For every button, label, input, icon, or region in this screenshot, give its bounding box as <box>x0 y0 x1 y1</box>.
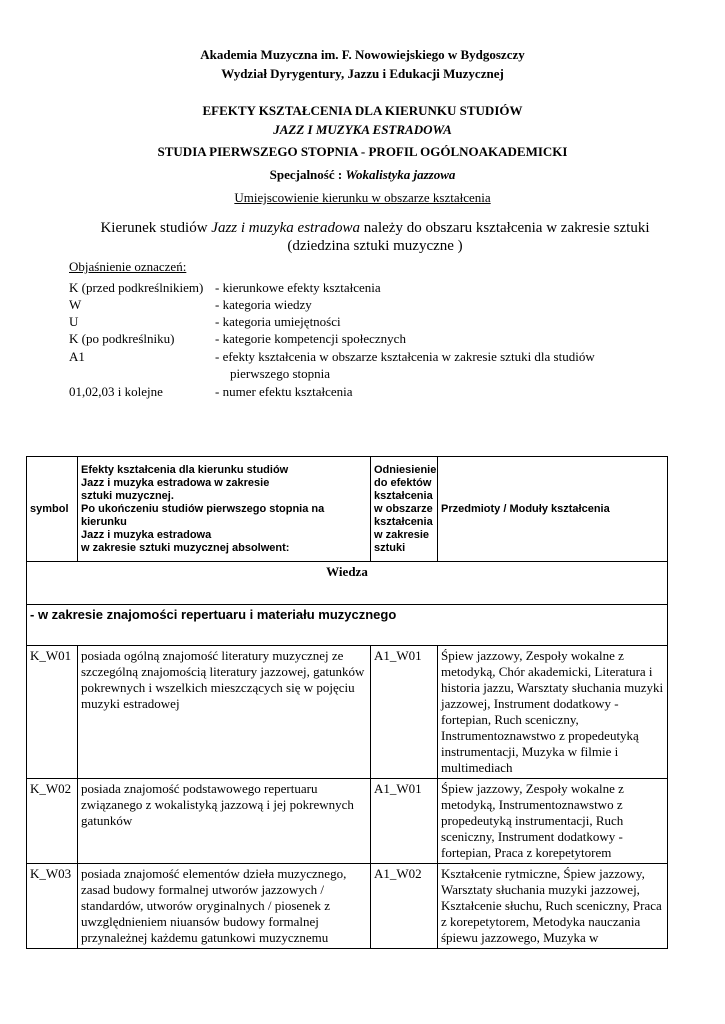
section-row <box>27 562 668 605</box>
table-header-row <box>27 457 668 562</box>
legend-value: - kategorie kompetencji społecznych <box>215 331 406 346</box>
row-effect: posiada znajomość podstawowego repertuaru związanego z wokalistyką jazzową i jej pokrewnych gatunków <box>78 779 371 864</box>
row-effect: posiada ogólną znajomość literatury muzycznej ze szczególną znajomością literatury jazzowej, gatunków pokrewnych i wszelkich mieszczących się w pojęciu muzyki estradowej <box>78 646 371 779</box>
specialty-value: Wokalistyka jazzowa <box>345 167 456 182</box>
study-level: STUDIA PIERWSZEGO STOPNIA - PROFIL OGÓLNOAKADEMICKI <box>157 144 568 159</box>
intro-text-1: Kierunek studiów <box>100 220 212 236</box>
legend-value: - kierunkowe efekty kształcenia <box>215 280 381 295</box>
learning-outcomes-table <box>26 456 668 949</box>
table-row <box>27 646 668 779</box>
legend-key: K (po podkreślniku) <box>69 331 175 346</box>
row-symbol: K_W03 <box>27 864 78 949</box>
specialty-label: Specjalność : <box>269 167 346 182</box>
header-effects-line: Jazz i muzyka estradowa <box>81 528 212 541</box>
faculty-name: Wydział Dyrygentury, Jazzu i Edukacji Muzycznej <box>221 66 504 81</box>
row-effect: posiada znajomość elementów dzieła muzycznego, zasad budowy formalnej utworów jazzowych / standardów, utworów oryginalnych / piosenek z uwzględnieniem niuansów budowy formalnej przynależnej każdemu gatunkowi muzycznemu <box>78 864 371 949</box>
placement-heading: Umiejscowienie kierunku w obszarze kształcenia <box>234 190 491 205</box>
intro-text-2: należy do obszaru kształcenia w zakresie sztuki <box>360 220 650 236</box>
header-reference-line: sztuki <box>374 541 406 554</box>
header-reference-line: do efektów <box>374 476 432 489</box>
subsection-row <box>27 605 668 646</box>
table-row <box>27 779 668 864</box>
intro-line-2: (dziedzina sztuki muzyczne ) <box>287 238 463 254</box>
row-subjects: Śpiew jazzowy, Zespoły wokalne z metodyką, Chór akademicki, Literatura i historia jazzu, Warsztaty słuchania muzyki jazzowej, Instrument dodatkowy - fortepian, Ruch sceniczny, Instrumentoznawstwo z propedeutyką instrumentacji, Muzyka w filmie i multimediach <box>438 646 668 779</box>
header-reference-line: w obszarze <box>374 502 433 515</box>
header-reference-line: Odniesienie <box>374 463 437 476</box>
table-row <box>27 864 668 949</box>
legend-value: - numer efektu kształcenia <box>215 384 353 399</box>
legend-title: Objaśnienie oznaczeń: <box>69 259 187 274</box>
header-effects-line: w zakresie sztuki muzycznej absolwent: <box>81 541 290 554</box>
header-effects-line: Jazz i muzyka estradowa w zakresie <box>81 476 270 489</box>
header-subjects: Przedmioty / Moduły kształcenia <box>438 457 668 562</box>
header-reference <box>371 457 438 562</box>
legend-key: A1 <box>69 349 85 364</box>
header-symbol: symbol <box>27 457 78 562</box>
legend-value: - kategoria umiejętności <box>215 314 341 329</box>
legend-key: 01,02,03 i kolejne <box>69 384 163 399</box>
header-effects-line: Efekty kształcenia dla kierunku studiów <box>81 463 289 476</box>
header-effects-line: Po ukończeniu studiów pierwszego stopnia na kierunku <box>81 502 325 528</box>
row-symbol: K_W02 <box>27 779 78 864</box>
legend-value: - efekty kształcenia w obszarze kształcenia w zakresie sztuki dla studiów <box>215 349 595 364</box>
row-reference: A1_W01 <box>371 779 438 864</box>
legend-value: - kategoria wiedzy <box>215 297 312 312</box>
intro-line-1 <box>0 220 725 237</box>
row-reference: A1_W01 <box>371 646 438 779</box>
document-title: EFEKTY KSZTAŁCENIA DLA KIERUNKU STUDIÓW <box>202 103 523 118</box>
legend-key: K (przed podkreślnikiem) <box>69 280 204 295</box>
legend-row-continuation: pierwszego stopnia <box>230 366 331 381</box>
row-subjects: Śpiew jazzowy, Zespoły wokalne z metodyką, Instrumentoznawstwo z propedeutyką instrumentacji, Ruch sceniczny, Instrument dodatkowy - fortepian, Praca z korepetytorem <box>438 779 668 864</box>
row-reference: A1_W02 <box>371 864 438 949</box>
institution-name: Akademia Muzyczna im. F. Nowowiejskiego w Bydgoszczy <box>200 47 525 62</box>
intro-program: Jazz i muzyka estradowa <box>211 220 361 236</box>
legend-key: U <box>69 314 79 329</box>
legend-key: W <box>69 297 82 312</box>
header-effects <box>78 457 371 562</box>
row-symbol: K_W01 <box>27 646 78 779</box>
header-effects-line: sztuki muzycznej. <box>81 489 174 502</box>
header-reference-line: w zakresie <box>374 528 430 541</box>
header-reference-line: kształcenia <box>374 515 433 528</box>
header-reference-line: kształcenia <box>374 489 433 502</box>
subsection-title: - w zakresie znajomości repertuaru i materiału muzycznego <box>27 605 668 646</box>
section-title: Wiedza <box>27 562 668 605</box>
specialty-line <box>0 167 725 183</box>
row-subjects: Kształcenie rytmiczne, Śpiew jazzowy, Warsztaty słuchania muzyki jazzowej, Kształcenie słuchu, Ruch sceniczny, Praca z korepetytorem, Metodyka nauczania śpiewu jazzowego, Muzyka w <box>438 864 668 949</box>
program-name: JAZZ I MUZYKA ESTRADOWA <box>273 122 452 137</box>
